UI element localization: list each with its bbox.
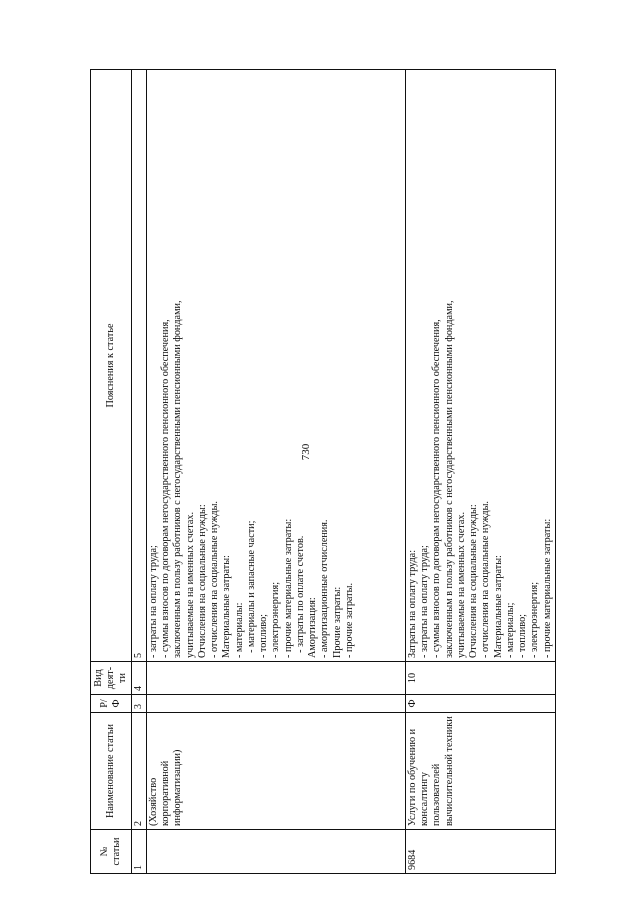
explanation-line: - топливо; bbox=[258, 613, 270, 658]
article-activity bbox=[147, 662, 406, 695]
explanation-line: - прочие материальные затраты: bbox=[541, 518, 553, 658]
explanation-line: - электроэнергия; bbox=[270, 581, 282, 658]
table-header-row bbox=[91, 70, 132, 874]
explanation-line: Отчисления на социальные нужды: bbox=[196, 504, 208, 658]
explanation-line: - электроэнергия; bbox=[529, 581, 541, 658]
explanation-line: - материалы; bbox=[504, 602, 516, 658]
explanation-line: - материалы и запасные части; bbox=[245, 520, 257, 658]
article-explanation bbox=[147, 70, 406, 662]
page-number: 730 bbox=[300, 443, 312, 461]
header-explanation: Пояснения к статье bbox=[91, 70, 132, 662]
explanation-line: - отчисления на социальные нужды. bbox=[480, 501, 492, 658]
header-activity-type: Вид деят-ти bbox=[91, 662, 132, 695]
article-rf bbox=[147, 695, 406, 713]
explanation-line: - суммы взносов по договорам негосударственного пенсионного обеспечения, bbox=[431, 319, 443, 658]
article-name: (Хозяйство корпоративной информатизации) bbox=[147, 713, 406, 830]
article-rf: Ф bbox=[406, 695, 556, 713]
explanation-line: - затраты на оплату труда; bbox=[148, 545, 159, 658]
article-explanation bbox=[406, 70, 556, 662]
article-name: Услуги по обучению и консалтингу пользователей вычислительной техники bbox=[406, 713, 556, 830]
column-number: 4 bbox=[132, 662, 147, 695]
article-number: 9684 bbox=[406, 830, 556, 874]
explanation-line: Затраты на оплату труда: bbox=[407, 549, 418, 658]
explanation-line: Амортизация: bbox=[307, 597, 319, 658]
explanation-line: - суммы взносов по договорам негосударственного пенсионного обеспечения, bbox=[160, 319, 172, 658]
column-number: 2 bbox=[132, 713, 147, 830]
explanation-line: Материальные затраты: bbox=[492, 555, 504, 658]
explanation-line: Материальные затраты: bbox=[221, 555, 233, 658]
explanation-line: Прочие затраты: bbox=[331, 586, 343, 658]
explanation-line: - прочие материальные затраты: bbox=[282, 518, 294, 658]
explanation-line: - амортизационные отчисления. bbox=[319, 519, 331, 658]
header-article-name: Наименование статьи bbox=[91, 713, 132, 830]
explanation-line: - топливо; bbox=[517, 613, 529, 658]
explanation-line: - прочие затраты. bbox=[343, 582, 355, 658]
explanation-line: заключенным в пользу работников с негосударственными пенсионными фондами, bbox=[443, 300, 455, 658]
table-row bbox=[406, 70, 556, 874]
explanation-line: - затраты по оплате счетов. bbox=[294, 535, 306, 658]
explanation-line: заключенным в пользу работников с негосударственными пенсионными фондами, bbox=[172, 300, 184, 658]
explanation-line: учитываемые на именных счетах. bbox=[184, 511, 196, 658]
header-rf: Р/ Ф bbox=[91, 695, 132, 713]
article-activity: 10 bbox=[406, 662, 556, 695]
column-number: 5 bbox=[132, 70, 147, 662]
explanation-line: Отчисления на социальные нужды: bbox=[468, 504, 480, 658]
articles-table bbox=[90, 69, 556, 874]
explanation-line: - отчисления на социальные нужды. bbox=[209, 501, 221, 658]
rotated-page-content bbox=[90, 69, 581, 874]
explanation-line: - затраты на оплату труда; bbox=[419, 545, 431, 658]
explanation-line: учитываемые на именных счетах. bbox=[455, 511, 467, 658]
explanation-line: - материалы: bbox=[233, 602, 245, 658]
table-row bbox=[147, 70, 406, 874]
article-number bbox=[147, 830, 406, 874]
column-number: 1 bbox=[132, 830, 147, 874]
column-number-row bbox=[132, 70, 147, 874]
column-number: 3 bbox=[132, 695, 147, 713]
header-article-number: № статьи bbox=[91, 830, 132, 874]
